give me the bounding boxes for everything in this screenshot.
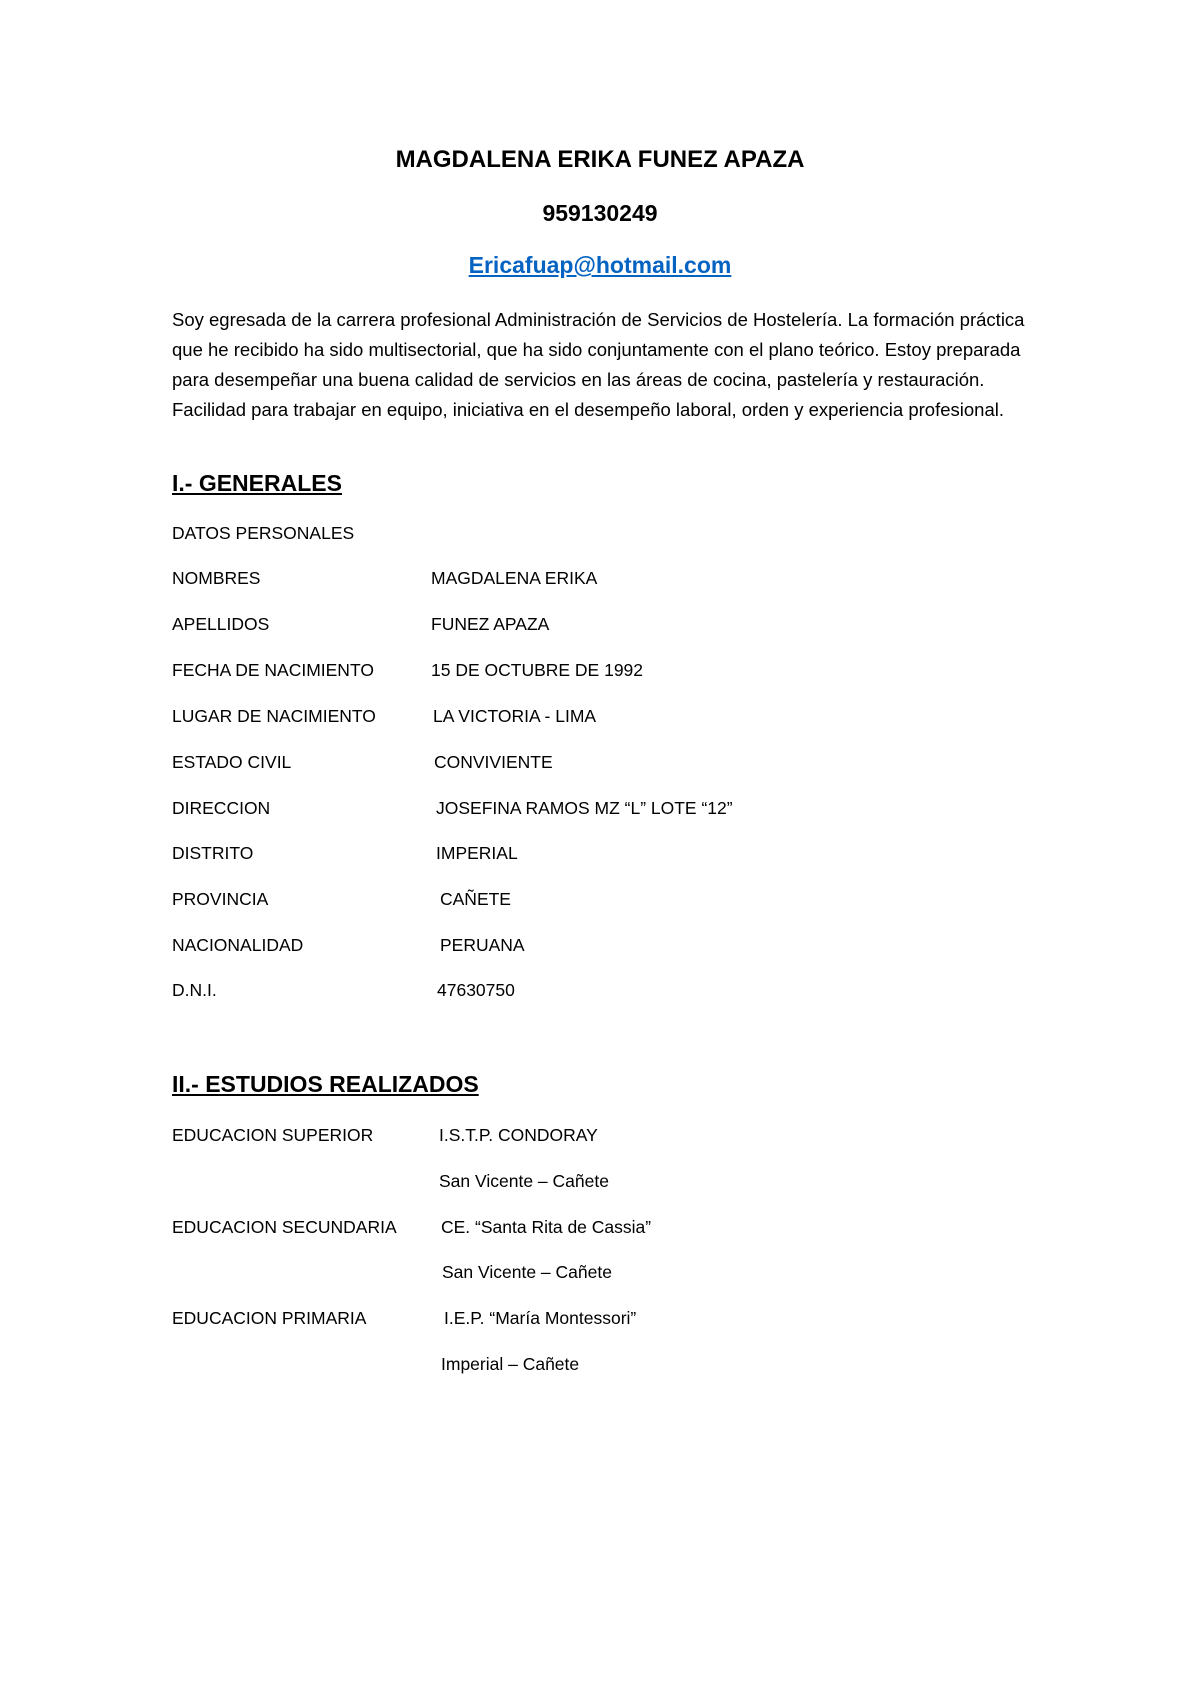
education-location-row (0, 1171, 1200, 1197)
field-label: ESTADO CIVIL (172, 752, 292, 772)
education-location: Imperial – Cañete (441, 1354, 580, 1374)
education-location: San Vicente – Cañete (442, 1262, 612, 1282)
personal-row-distrito (0, 843, 1200, 869)
education-institution: CE. “Santa Rita de Cassia” (441, 1217, 652, 1237)
email-link[interactable]: Ericafuap@hotmail.com (468, 252, 732, 278)
education-institution: I.E.P. “María Montessori” (444, 1308, 637, 1328)
personal-row-lugar-nacimiento (0, 706, 1200, 732)
education-row-superior (0, 1125, 1200, 1151)
datos-personales-label: DATOS PERSONALES (172, 523, 355, 543)
education-row-primaria (0, 1308, 1200, 1334)
field-value: CAÑETE (440, 889, 511, 909)
field-value: IMPERIAL (436, 843, 518, 863)
education-institution: I.S.T.P. CONDORAY (439, 1125, 598, 1145)
personal-row-provincia (0, 889, 1200, 915)
field-label: FECHA DE NACIMIENTO (172, 660, 374, 680)
field-value: PERUANA (440, 935, 525, 955)
personal-row-fecha-nacimiento (0, 660, 1200, 686)
field-label: DISTRITO (172, 843, 254, 863)
education-location: San Vicente – Cañete (439, 1171, 609, 1191)
section-estudios-heading: II.- ESTUDIOS REALIZADOS (172, 1071, 479, 1097)
education-location-row (0, 1262, 1200, 1288)
field-label: APELLIDOS (172, 614, 270, 634)
education-level: EDUCACION SUPERIOR (172, 1125, 374, 1145)
resume-name: MAGDALENA ERIKA FUNEZ APAZA (395, 146, 805, 173)
field-label: LUGAR DE NACIMIENTO (172, 706, 376, 726)
personal-row-nombres (0, 568, 1200, 594)
field-value: MAGDALENA ERIKA (431, 568, 598, 588)
personal-row-dni (0, 980, 1200, 1006)
field-label: D.N.I. (172, 980, 217, 1000)
field-label: NOMBRES (172, 568, 261, 588)
phone-number: 959130249 (542, 200, 658, 226)
field-label: PROVINCIA (172, 889, 269, 909)
education-level: EDUCACION SECUNDARIA (172, 1217, 397, 1237)
field-value: FUNEZ APAZA (431, 614, 550, 634)
field-value: LA VICTORIA - LIMA (433, 706, 597, 726)
field-value: JOSEFINA RAMOS MZ “L” LOTE “12” (436, 798, 733, 818)
personal-row-nacionalidad (0, 935, 1200, 961)
personal-row-apellidos (0, 614, 1200, 640)
education-row-secundaria (0, 1217, 1200, 1243)
field-value: 15 DE OCTUBRE DE 1992 (431, 660, 644, 680)
field-value: CONVIVIENTE (434, 752, 553, 772)
field-label: DIRECCION (172, 798, 271, 818)
personal-row-direccion (0, 798, 1200, 824)
education-level: EDUCACION PRIMARIA (172, 1308, 367, 1328)
personal-row-estado-civil (0, 752, 1200, 778)
field-value: 47630750 (437, 980, 515, 1000)
education-location-row (0, 1354, 1200, 1380)
field-label: NACIONALIDAD (172, 935, 304, 955)
section-generales-heading: I.- GENERALES (172, 470, 342, 496)
email-line (0, 252, 1200, 279)
professional-summary: Soy egresada de la carrera profesional Administración de Servicios de Hostelería. La formación práctica que he recibido ha sido multisectorial, que ha sido conjuntamente con el plano teórico. Estoy preparada para desempeñar una buena calidad de servicios en las áreas de cocina, pastelería y restauración. Facilidad para trabajar en equipo, iniciativa en el desempeño laboral, orden y experiencia profesional. (172, 309, 1025, 420)
